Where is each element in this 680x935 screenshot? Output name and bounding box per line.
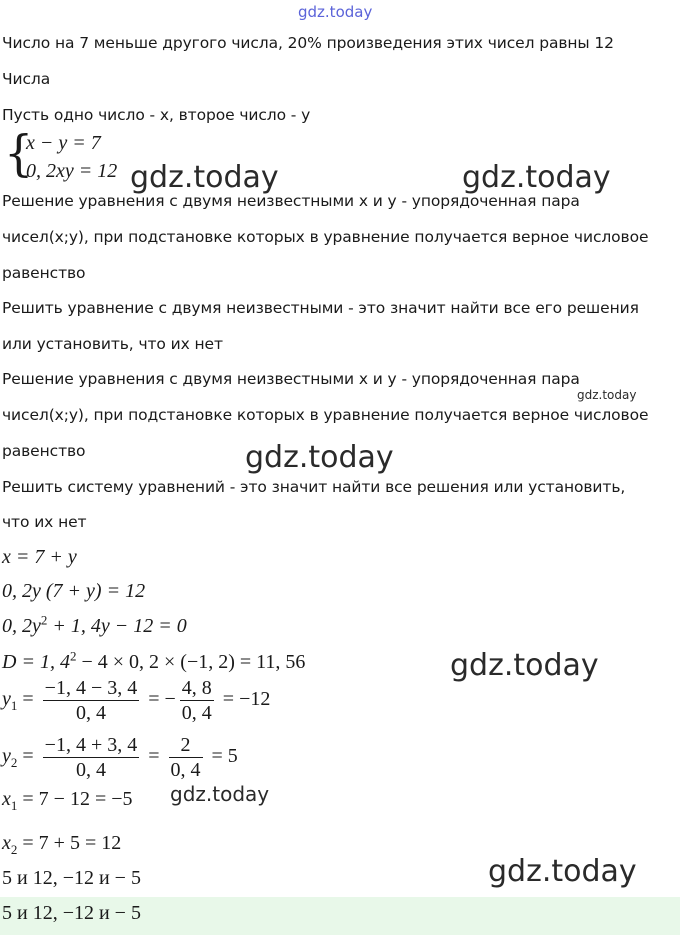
- paragraph-line: равенство: [2, 442, 86, 460]
- fraction: $\frac{-1, 4 - 3, 4}{0, 4}$: [44, 677, 138, 724]
- paragraph-line: или установить, что их нет: [2, 335, 223, 353]
- paragraph-line: что их нет: [2, 513, 87, 531]
- paragraph-line: равенство: [2, 264, 86, 282]
- step-discriminant: D = 1, $4^2 - 4 \times 0$, 2 × (−1, 2) = 11, 56: [2, 648, 306, 673]
- watermark: gdz.today: [462, 160, 611, 195]
- fraction: $\frac{2}{0, 4}$: [170, 734, 201, 781]
- step-x2: $x_2 = 7 + 5 = 12$: [2, 832, 122, 857]
- watermark: gdz.today: [170, 782, 270, 806]
- paragraph-line: Решение уравнения с двумя неизвестными х и у - упорядоченная пара: [2, 192, 580, 210]
- paragraph-line: чисел(х;у), при подстановке которых в уравнение получается верное числовое: [2, 228, 649, 246]
- step-substitution: x = 7 + y: [2, 546, 77, 568]
- paragraph-line: Решить систему уравнений - это значит найти все решения или установить,: [2, 478, 626, 496]
- answer-line: 5 и 12, −12 и − 5: [2, 867, 141, 889]
- step-x1: $x_1 = 7 - 12 = -5$: [2, 788, 133, 813]
- step-y2: $y_2$ = $\frac{-1, 4 + 3, 4}{0, 4}$ = $\frac{2}{0, 4}$ = 5: [2, 734, 238, 781]
- problem-statement: Число на 7 меньше другого числа, 20% произведения этих чисел равны 12: [2, 34, 614, 52]
- system-equation-1: x − y = 7: [26, 132, 101, 154]
- section-header: Числа: [2, 70, 51, 88]
- paragraph-line: Решение уравнения с двумя неизвестными х и у - упорядоченная пара: [2, 370, 580, 388]
- step-y1: $y_1$ = $\frac{-1, 4 - 3, 4}{0, 4}$ = − $\frac{4, 8}{0, 4}$ = −12: [2, 677, 271, 724]
- watermark: gdz.today: [488, 854, 637, 889]
- paragraph-line: Решить уравнение с двумя неизвестными - это значит найти все его решения: [2, 299, 639, 317]
- intro-text: Пусть одно число - x, второе число - y: [2, 106, 311, 124]
- watermark: gdz.today: [450, 648, 599, 683]
- system-equation-2: 0, 2xy = 12: [26, 160, 118, 182]
- watermark-small: gdz.today: [577, 388, 637, 402]
- step-equation: 0, 2y (7 + y) = 12: [2, 580, 146, 602]
- fraction: $\frac{4, 8}{0, 4}$: [181, 677, 212, 724]
- final-answer: 5 и 12, −12 и − 5: [2, 902, 141, 924]
- fraction: $\frac{-1, 4 + 3, 4}{0, 4}$: [44, 734, 138, 781]
- step-quadratic: 0, $2y^2 + 1$, 4y − 12 = 0: [2, 612, 187, 637]
- watermark-top: gdz.today: [298, 3, 373, 21]
- paragraph-line: чисел(х;у), при подстановке которых в уравнение получается верное числовое: [2, 406, 649, 424]
- watermark: gdz.today: [130, 160, 279, 195]
- watermark: gdz.today: [245, 440, 394, 475]
- system-brace: {: [4, 124, 34, 182]
